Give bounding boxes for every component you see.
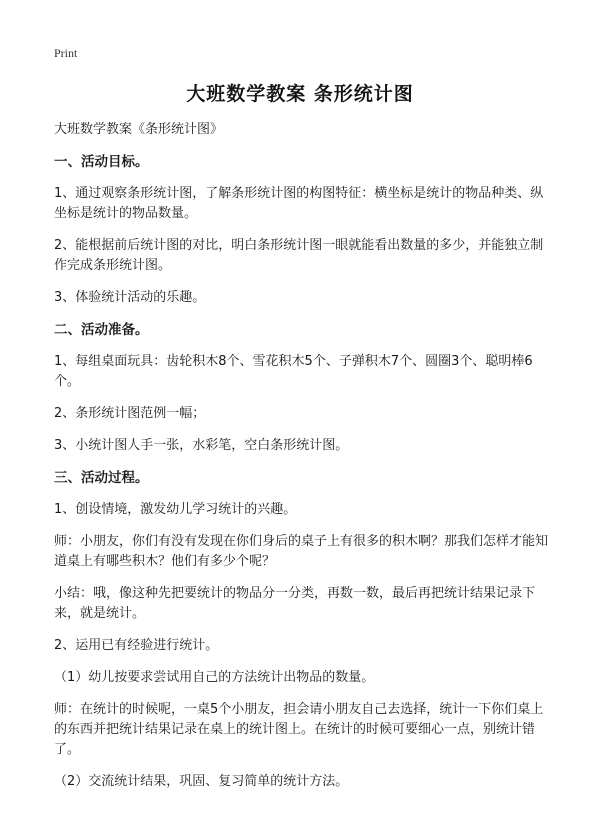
paragraph: 师：在统计的时候呢，一桌5个小朋友，担会请小朋友自己去选择，统计一下你们桌上的东西并把统计结果记录在桌上的统计图上。在统计的时候可要细心一点，别统计错了。 — [54, 702, 544, 757]
document-body — [54, 120, 552, 804]
document-subtitle: 大班数学教案《条形统计图》 — [54, 122, 224, 137]
paragraph: 1、每组桌面玩具：齿轮积木8个、雪花积木5个、子弹积木7个、圆圈3个、聪明棒6个。 — [54, 354, 533, 389]
paragraph: 1、通过观察条形统计图，了解条形统计图的构图特征：横坐标是统计的物品种类、纵坐标是统计的物品数量。 — [54, 186, 544, 221]
paragraph: 2、能根据前后统计图的对比，明白条形统计图一眼就能看出数量的多少，并能独立制作完成条形统计图。 — [54, 238, 544, 273]
section-preparation — [54, 320, 552, 456]
print-link[interactable]: Print — [54, 46, 78, 60]
paragraph: 1、创设情境，激发幼儿学习统计的兴趣。 — [54, 502, 297, 517]
section-heading: 二、活动准备。 — [54, 322, 149, 338]
paragraph: （2）交流统计结果，巩固、复习简单的统计方法。 — [54, 774, 349, 789]
paragraph: （1）幼儿按要求尝试用自己的方法统计出物品的数量。 — [54, 670, 375, 685]
paragraph: 小结：哦，像这种先把要统计的物品分一分类，再数一数，最后再把统计结果记录下来，就是统计。 — [54, 586, 536, 621]
section-goals — [54, 152, 552, 308]
section-heading: 三、活动过程。 — [54, 470, 149, 486]
page-title: 大班数学教案 条形统计图 — [186, 83, 414, 105]
paragraph: 2、条形统计图范例一幅； — [54, 406, 206, 421]
paragraph: 2、运用已有经验进行统计。 — [54, 638, 219, 653]
section-process — [54, 468, 552, 792]
paragraph: 师：小朋友，你们有没有发现在你们身后的桌子上有很多的积木啊？那我们怎样才能知道桌上有哪些积木？他们有多少个呢？ — [54, 534, 549, 569]
paragraph: 3、小统计图人手一张，水彩笔，空白条形统计图。 — [54, 438, 349, 453]
section-heading: 一、活动目标。 — [54, 154, 149, 170]
paragraph: 3、体验统计活动的乐趣。 — [54, 290, 206, 305]
